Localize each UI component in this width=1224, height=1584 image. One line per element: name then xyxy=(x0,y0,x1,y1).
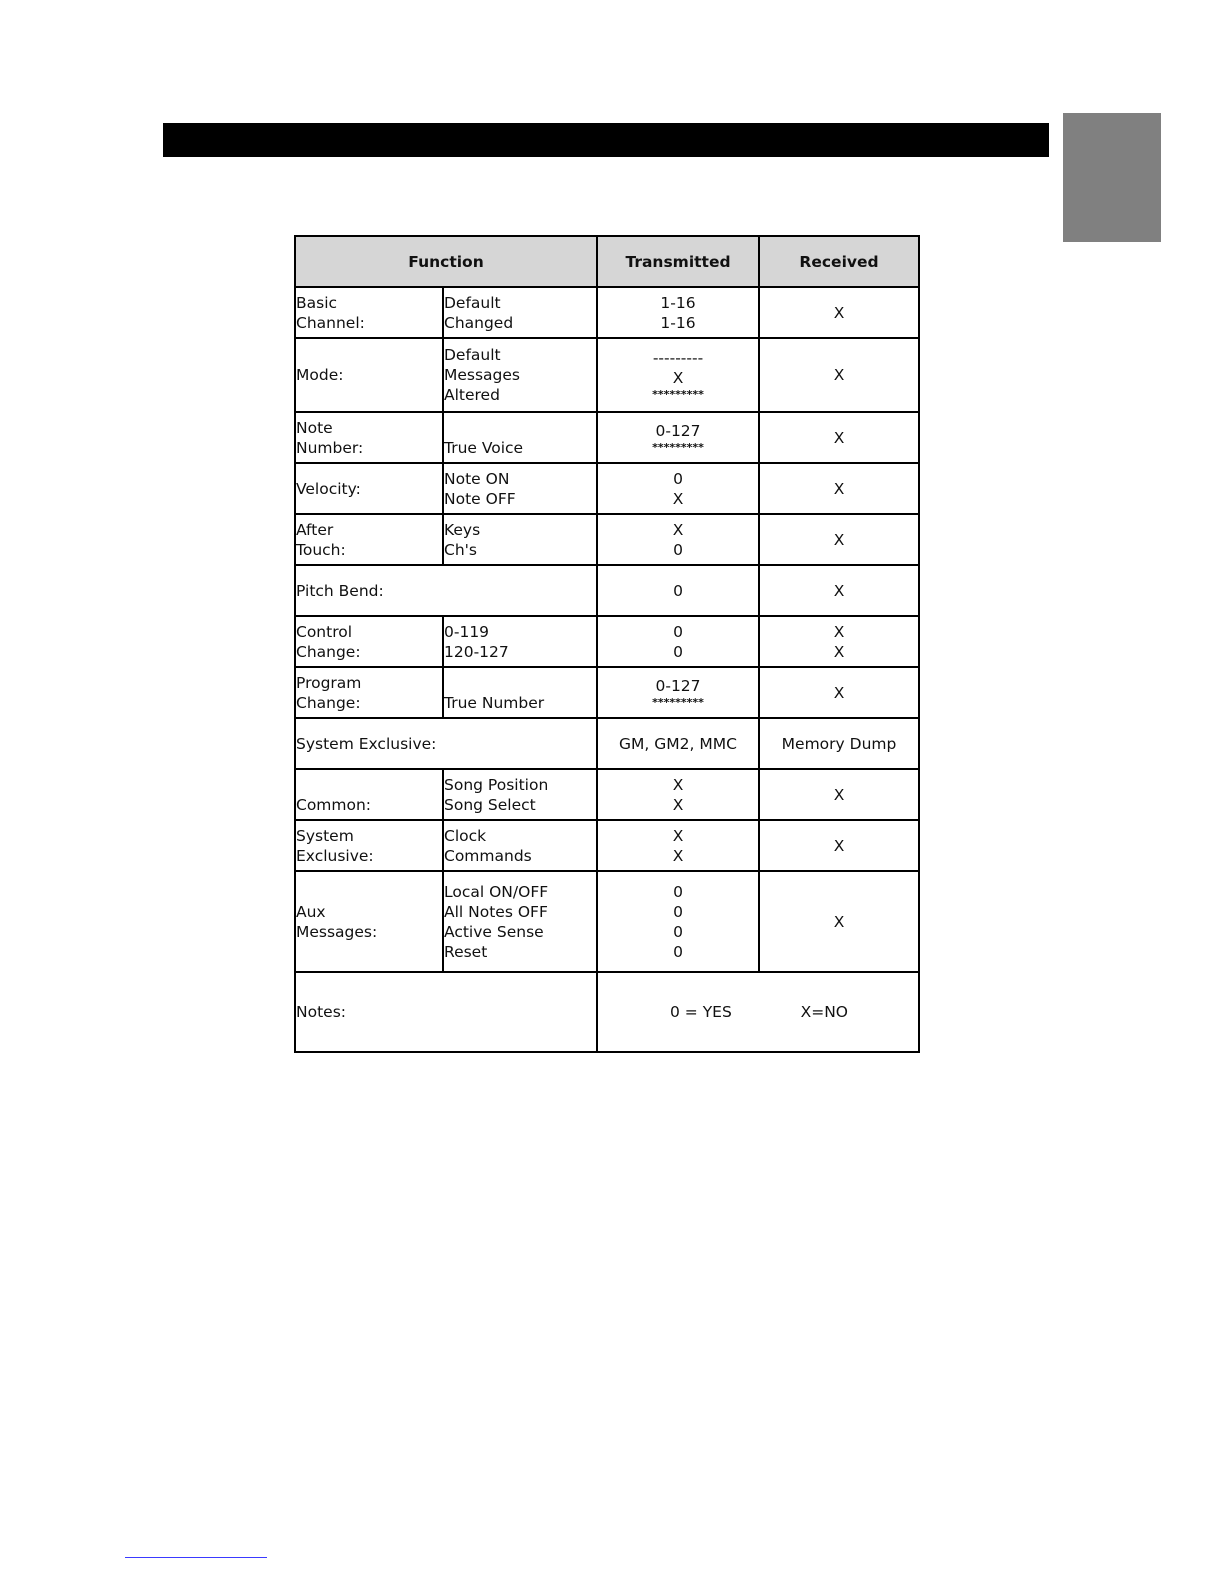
function-label xyxy=(295,718,597,769)
transmitted-line: 1-16 xyxy=(660,293,696,312)
table-row xyxy=(295,412,919,463)
transmitted-line: 0 xyxy=(673,540,683,559)
received-line: X xyxy=(833,479,845,498)
function-label-line: Number: xyxy=(296,438,364,457)
received-line: X xyxy=(833,836,845,855)
transmitted-line: 0 xyxy=(673,642,683,661)
function-sub-line: Note OFF xyxy=(444,489,516,508)
received-cell xyxy=(759,616,919,667)
received-cell xyxy=(759,718,919,769)
table-row xyxy=(295,616,919,667)
function-sub-line: Local ON/OFF xyxy=(444,882,549,901)
function-label-line: Touch: xyxy=(296,540,346,559)
received-cell xyxy=(759,338,919,412)
transmitted-line: X xyxy=(672,846,684,865)
received-line: X xyxy=(833,622,845,641)
function-sub-line: 120-127 xyxy=(444,642,509,661)
table-row xyxy=(295,565,919,616)
function-sub-line: Clock xyxy=(444,826,487,845)
section-header-bar xyxy=(163,123,1049,157)
transmitted-line: 0 xyxy=(673,922,683,941)
received-line: X xyxy=(833,366,845,384)
received-line: X xyxy=(833,785,845,804)
received-cell xyxy=(759,769,919,820)
transmitted-line: ********* xyxy=(652,388,704,401)
notes-label: Notes: xyxy=(295,972,597,1052)
transmitted-cell xyxy=(597,769,759,820)
function-label-line: Pitch Bend: xyxy=(296,581,384,600)
received-line: X xyxy=(833,642,845,661)
received-cell xyxy=(759,412,919,463)
function-label-line: Velocity: xyxy=(296,479,361,498)
function-sub-line: Song Position xyxy=(444,775,549,794)
function-sub-line: Reset xyxy=(444,942,488,961)
transmitted-cell xyxy=(597,718,759,769)
function-label-line: Exclusive: xyxy=(296,846,374,865)
function-label xyxy=(295,463,443,514)
function-sub xyxy=(443,820,597,871)
transmitted-line: 0 xyxy=(673,581,683,600)
received-cell xyxy=(759,565,919,616)
transmitted-line: 0 xyxy=(673,902,683,921)
transmitted-line: 0 xyxy=(673,942,683,961)
function-sub-line: Song Select xyxy=(444,795,536,814)
received-line: Memory Dump xyxy=(781,734,897,753)
function-label xyxy=(295,338,443,412)
table-row xyxy=(295,514,919,565)
function-label-line: Mode: xyxy=(296,366,344,384)
transmitted-cell xyxy=(597,616,759,667)
table-row xyxy=(295,338,919,412)
table-row xyxy=(295,463,919,514)
transmitted-line: --------- xyxy=(652,349,704,367)
received-line: X xyxy=(833,530,845,549)
transmitted-line: 0-127 xyxy=(655,676,701,695)
function-label xyxy=(295,769,443,820)
function-sub-line: 0-119 xyxy=(444,622,490,641)
function-sub xyxy=(443,287,597,338)
transmitted-cell xyxy=(597,463,759,514)
function-sub-line: Keys xyxy=(444,520,481,539)
transmitted-line: X xyxy=(672,489,684,508)
function-label xyxy=(295,667,443,718)
table-row xyxy=(295,287,919,338)
received-line: X xyxy=(833,912,845,931)
transmitted-line: ********* xyxy=(652,695,704,709)
received-line: X xyxy=(833,581,845,600)
transmitted-cell xyxy=(597,565,759,616)
function-label xyxy=(295,616,443,667)
footer-rule xyxy=(125,1557,267,1558)
table-header-row xyxy=(295,236,919,287)
function-label-line: Basic xyxy=(296,293,338,312)
notes-yes: 0 = YES xyxy=(670,1003,732,1021)
transmitted-cell xyxy=(597,412,759,463)
transmitted-cell xyxy=(597,338,759,412)
function-sub-line: Active Sense xyxy=(444,922,544,941)
function-sub xyxy=(443,463,597,514)
transmitted-line: X xyxy=(672,520,684,539)
table-row xyxy=(295,667,919,718)
function-sub-line: True Number xyxy=(444,693,545,712)
function-label-line: Channel: xyxy=(296,313,365,332)
notes-row xyxy=(295,972,919,1052)
function-label-line: Change: xyxy=(296,642,361,661)
function-sub xyxy=(443,769,597,820)
function-sub xyxy=(443,667,597,718)
function-label xyxy=(295,565,597,616)
transmitted-line: X xyxy=(672,369,684,387)
function-sub xyxy=(443,616,597,667)
function-sub-line: Messages xyxy=(444,366,521,384)
header-function: Function xyxy=(295,236,597,287)
function-sub-line: Altered xyxy=(444,386,500,404)
received-line: X xyxy=(833,428,845,447)
function-label xyxy=(295,871,443,972)
function-sub xyxy=(443,412,597,463)
function-sub xyxy=(443,871,597,972)
transmitted-line: X xyxy=(672,795,684,814)
function-label-line: Program xyxy=(296,673,362,692)
table-row xyxy=(295,769,919,820)
function-label-line xyxy=(296,775,442,795)
transmitted-cell xyxy=(597,871,759,972)
function-sub-line: Changed xyxy=(444,313,514,332)
function-sub xyxy=(443,338,597,412)
header-transmitted: Transmitted xyxy=(597,236,759,287)
function-sub-line: Default xyxy=(444,293,501,312)
received-cell xyxy=(759,463,919,514)
header-received: Received xyxy=(759,236,919,287)
function-sub-line: Commands xyxy=(444,846,532,865)
transmitted-line: 0-127 xyxy=(655,421,701,440)
notes-legend xyxy=(597,972,919,1052)
function-sub-line: Default xyxy=(444,346,501,364)
transmitted-line: ********* xyxy=(652,440,704,454)
transmitted-line: 0 xyxy=(673,882,683,901)
function-label-line: Aux xyxy=(296,902,326,921)
function-sub-line: All Notes OFF xyxy=(444,902,548,921)
function-label-line: Common: xyxy=(296,795,372,814)
function-sub xyxy=(443,514,597,565)
function-label-line: Messages: xyxy=(296,922,378,941)
function-sub-line xyxy=(444,418,596,438)
received-line: X xyxy=(833,683,845,702)
function-label-line: Change: xyxy=(296,693,361,712)
chapter-side-tab xyxy=(1063,113,1161,242)
function-sub-line: True Voice xyxy=(444,438,524,457)
function-sub-line xyxy=(444,673,596,693)
transmitted-line: 0 xyxy=(673,622,683,641)
table-row xyxy=(295,718,919,769)
function-label xyxy=(295,412,443,463)
transmitted-line: 0 xyxy=(673,469,683,488)
function-label-line: System Exclusive: xyxy=(296,734,437,753)
function-label-line: Note xyxy=(296,418,333,437)
received-cell xyxy=(759,820,919,871)
received-cell xyxy=(759,514,919,565)
function-label xyxy=(295,820,443,871)
transmitted-line: X xyxy=(672,826,684,845)
function-label xyxy=(295,514,443,565)
transmitted-cell xyxy=(597,287,759,338)
transmitted-line: X xyxy=(672,775,684,794)
table-row xyxy=(295,871,919,972)
received-cell xyxy=(759,287,919,338)
transmitted-cell xyxy=(597,820,759,871)
function-label-line: After xyxy=(296,520,334,539)
notes-no: X=NO xyxy=(800,1003,849,1021)
table-row xyxy=(295,820,919,871)
function-label-line: Control xyxy=(296,622,353,641)
transmitted-cell xyxy=(597,514,759,565)
received-cell xyxy=(759,667,919,718)
function-sub-line: Ch's xyxy=(444,540,477,559)
function-label xyxy=(295,287,443,338)
function-sub-line: Note ON xyxy=(444,469,510,488)
function-label-line: System xyxy=(296,826,354,845)
received-cell xyxy=(759,871,919,972)
transmitted-line: GM, GM2, MMC xyxy=(619,734,737,753)
transmitted-line: 1-16 xyxy=(660,313,696,332)
transmitted-cell xyxy=(597,667,759,718)
received-line: X xyxy=(833,303,845,322)
midi-implementation-table xyxy=(294,235,920,1053)
